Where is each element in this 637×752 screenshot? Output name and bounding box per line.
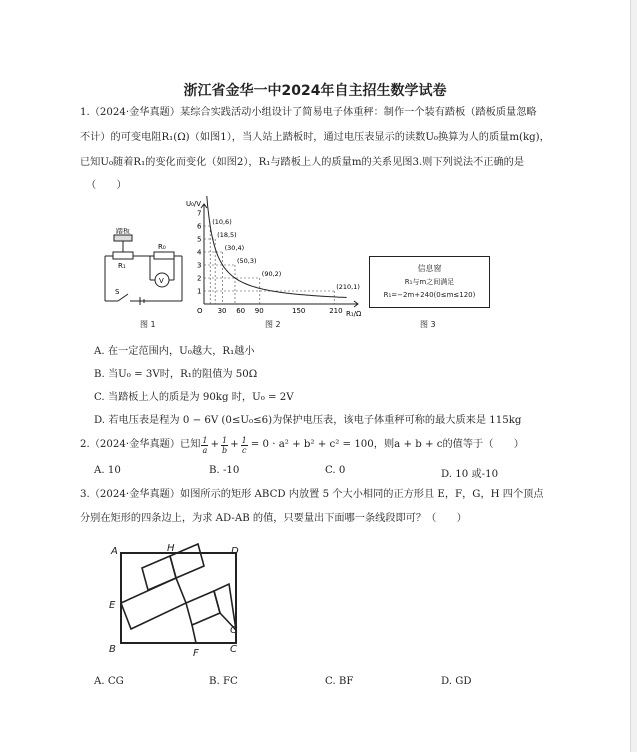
option-letter: D. xyxy=(441,469,453,480)
option-text: 0 xyxy=(338,465,346,476)
point-label: (10,6) xyxy=(212,218,232,226)
fig2-graph xyxy=(182,196,368,322)
option-letter: B. xyxy=(209,676,220,687)
q1-option-b xyxy=(94,365,257,380)
fraction-denominator: c xyxy=(241,445,247,455)
r1-resistor xyxy=(113,252,133,259)
point-label: (30,4) xyxy=(224,244,245,252)
q2-suffix: = 0 · a² + b² + c² = 100，则a + b + c的值等于（ ） xyxy=(250,439,524,450)
option-text: GD xyxy=(455,676,472,687)
q1-answer-blank: （ ） xyxy=(86,180,127,191)
q1-line-3: 已知U₀随着R₁的变化而变化（如图2），R₁与踏板上人的质量m的关系见图3.则下列说法不正确的是 xyxy=(80,157,525,168)
option-letter: D. xyxy=(94,415,106,426)
x-tick-label: 30 xyxy=(217,307,227,315)
q1-option-c xyxy=(94,388,294,403)
q3-option-a xyxy=(94,676,124,687)
label-c: C xyxy=(230,644,237,655)
q1-option-d xyxy=(94,411,521,426)
origin-label: O xyxy=(197,307,203,315)
point-label: (50,3) xyxy=(237,257,257,265)
q2-option-b xyxy=(209,465,239,476)
option-text: -10 xyxy=(222,465,240,476)
pedal-shape xyxy=(114,235,132,241)
q3-line-2: 分别在矩形的四条边上，为求 AD-AB 的值，只要量出下面哪一条线段即可？（ ） xyxy=(80,513,467,524)
fraction-numerator: 1 xyxy=(202,435,208,445)
x-tick-label: 60 xyxy=(236,307,246,315)
point-label: (90,2) xyxy=(261,270,282,278)
info-box-line-1: R₁与m之间满足 xyxy=(404,278,455,286)
y-tick-label: 3 xyxy=(197,261,202,270)
page-title: 浙江省金华一中2024年自主招生数学试卷 xyxy=(183,83,447,99)
label-e: E xyxy=(109,600,116,611)
q2-option-a xyxy=(94,465,121,476)
label-d: D xyxy=(231,546,239,557)
info-box-title: 信息窗 xyxy=(417,264,442,273)
square-3 xyxy=(170,544,204,578)
option-letter: A. xyxy=(94,346,105,357)
pedal-label: 踏板 xyxy=(116,228,130,235)
r0-label: R₀ xyxy=(158,243,166,251)
fraction-numerator: 1 xyxy=(222,435,228,445)
option-letter: C. xyxy=(325,676,336,687)
q2-stem xyxy=(80,434,524,456)
x-tick-label: 90 xyxy=(254,307,264,315)
rectangle-abcd xyxy=(121,553,236,643)
y-tick-label: 6 xyxy=(197,222,202,231)
option-letter: B. xyxy=(209,465,220,476)
q1-line-2: 不计）的可变电阻R₁(Ω)（如图1），当人站上踏板时，通过电压表显示的读数U₀换算为人的质量m(kg)， xyxy=(80,132,550,143)
option-letter: C. xyxy=(94,392,105,403)
y-tick-label: 4 xyxy=(197,248,202,257)
fig2-caption: 图 2 xyxy=(265,320,281,329)
point-label: (18,5) xyxy=(217,231,237,239)
option-text: BF xyxy=(338,676,354,687)
option-text: 10 xyxy=(107,465,121,476)
option-text: CG xyxy=(107,676,124,687)
q3-option-b xyxy=(209,676,238,687)
info-box-line-2: R₁=−2m+240(0≤m≤120) xyxy=(383,291,476,299)
option-text: 当踏板上人的质是为 90kg 时，U₀ = 2V xyxy=(107,392,294,403)
fig1-circuit-diagram xyxy=(100,228,190,308)
q2-option-d xyxy=(441,465,498,480)
label-a: A xyxy=(111,546,118,557)
x-axis-label: R₁/Ω xyxy=(346,310,362,318)
square-1 xyxy=(121,578,186,629)
q1-line-1: 1.（2024·金华真题）某综合实践活动小组设计了简易电子体重秤：制作一个装有踏板（踏板质量忽略 xyxy=(80,107,537,118)
point-label: (210,1) xyxy=(336,283,360,291)
x-tick-label: 150 xyxy=(292,307,306,315)
q3-rectangle-diagram xyxy=(105,538,255,660)
r0-resistor xyxy=(154,252,174,259)
y-tick-label: 1 xyxy=(197,287,202,296)
plus-sign: + xyxy=(210,439,220,450)
fraction-1-over-a xyxy=(201,436,208,455)
r1-label: R₁ xyxy=(118,262,126,270)
option-text: 10 或-10 xyxy=(455,469,499,480)
label-f: F xyxy=(193,648,199,659)
y-axis-label: U₀/V xyxy=(186,200,202,208)
fraction-1-over-b xyxy=(221,436,228,455)
q3-option-d xyxy=(441,676,472,687)
fraction-1-over-c xyxy=(241,436,248,455)
option-letter: A. xyxy=(94,676,105,687)
option-text: 当U₀ = 3V时，R₁的阻值为 50Ω xyxy=(107,369,258,380)
label-h: H xyxy=(167,543,175,554)
option-text: 若电压表是程为 0 − 6V (0≤U₀≤6)为保护电压表，该电子体重秤可称的最大质来是 115kg xyxy=(108,415,522,426)
y-tick-label: 7 xyxy=(197,209,202,218)
fig3-caption: 图 3 xyxy=(420,320,436,329)
plus-sign: + xyxy=(230,439,239,450)
q2-prefix: 2.（2024·金华真题）已知 xyxy=(80,439,201,450)
square-5 xyxy=(214,584,236,630)
option-text: 在一定范围内，U₀越大，R₁越小 xyxy=(107,346,255,357)
x-tick-label: 210 xyxy=(329,307,343,315)
voltmeter-label: V xyxy=(159,277,164,285)
fraction-denominator: b xyxy=(222,445,228,455)
label-b: B xyxy=(109,644,116,655)
q1-option-a xyxy=(94,342,255,357)
option-letter: C. xyxy=(325,465,336,476)
switch-label: S xyxy=(115,288,120,296)
option-letter: A. xyxy=(94,465,105,476)
q3-option-c xyxy=(325,676,353,687)
option-text: FC xyxy=(222,676,238,687)
option-letter: B. xyxy=(94,369,105,380)
fig3-info-box xyxy=(369,256,490,308)
fraction-numerator: 1 xyxy=(241,435,247,445)
fig1-caption: 图 1 xyxy=(140,320,156,329)
option-letter: D. xyxy=(441,676,453,687)
q2-option-c xyxy=(325,465,345,476)
fraction-denominator: a xyxy=(202,445,208,455)
y-tick-label: 5 xyxy=(197,235,202,244)
q3-line-1: 3.（2024·金华真题）如图所示的矩形 ABCD 内放置 5 个大小相同的正方形且 E，F，G，H 四个顶点 xyxy=(80,489,544,500)
y-tick-label: 2 xyxy=(197,274,202,283)
label-g: G xyxy=(230,625,238,636)
